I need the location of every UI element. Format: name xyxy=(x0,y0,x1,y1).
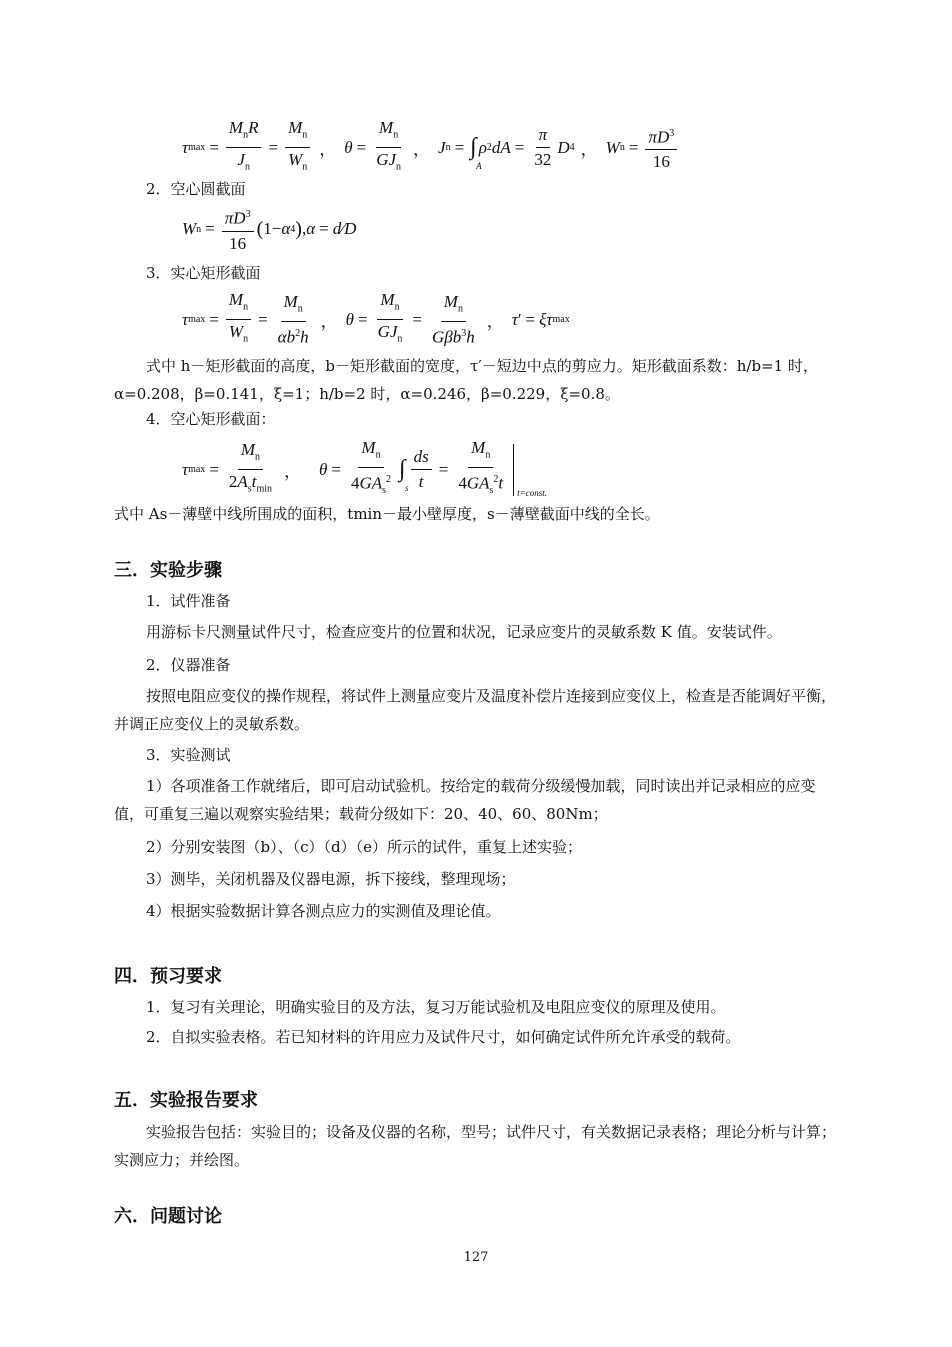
heading-report-requirements: 五．实验报告要求 xyxy=(114,1090,258,1111)
step-specimen-prep-title: 1．试件准备 xyxy=(146,592,231,610)
item-hollow-rect: 4．空心矩形截面： xyxy=(146,410,276,428)
step-testing-3: 3）测毕，关闭机器及仪器电源，拆下接线，整理现场； xyxy=(146,870,516,888)
heading-experiment-steps: 三．实验步骤 xyxy=(114,560,222,581)
formula-solid-circle: τ max = $\frac{M_nR}{J_n}$ = $\frac{M_n}{W_n}$ ， θ = $\frac{M_n}{GJ_n}$ ， J n = ∫ A ρ 2 dA = $\frac{\pi}{32}$ D 4 ， W n = $\frac{\pi D^3}{16}$ xyxy=(182,118,680,178)
note-hollow-rect: 式中 As－薄壁中线所围成的面积，tmin－最小壁厚度，s－薄壁截面中线的全长。 xyxy=(114,505,660,523)
step-specimen-prep-body: 用游标卡尺测量试件尺寸，检查应变片的位置和状况，记录应变片的灵敏系数 K 值。安装试件。 xyxy=(146,623,782,641)
report-requirements-body: 实验报告包括：实验目的；设备及仪器的名称，型号；试件尺寸，有关数据记录表格；理论分析与计算；实测应力；并绘图。 xyxy=(114,1123,837,1169)
step-testing-4: 4）根据实验数据计算各测点应力的实测值及理论值。 xyxy=(146,902,501,920)
item-hollow-circle: 2．空心圆截面 xyxy=(146,180,246,198)
step-testing-2: 2）分别安装图（b）、（c）（d）（e）所示的试件，重复上述实验； xyxy=(146,838,583,856)
formula-hollow-rect: τ max = $\frac{M_n}{2A_st_{min}}$ ， θ = $\frac{M_n}{4GA_s^2}$ ∫ s $\frac{ds}{t}$ = $\frac{M_n}{4GA_s^2t}$ t=const. xyxy=(182,438,547,498)
step-instrument-prep-title: 2．仪器准备 xyxy=(146,656,231,674)
step-testing-title: 3．实验测试 xyxy=(146,746,231,764)
page-number: 127 xyxy=(463,1250,489,1265)
item-solid-rect: 3．实心矩形截面 xyxy=(146,264,261,282)
heading-preview-requirements: 四．预习要求 xyxy=(114,966,222,987)
preview-requirement-1: 1．复习有关理论，明确实验目的及方法，复习万能试验机及电阻应变仪的原理及使用。 xyxy=(146,998,726,1016)
step-instrument-prep-body: 按照电阻应变仪的操作规程，将试件上测量应变片及温度补偿片连接到应变仪上，检查是否能调好平衡，并调正应变仪上的灵敏系数。 xyxy=(114,687,837,733)
preview-requirement-2: 2．自拟实验表格。若已知材料的许用应力及试件尺寸，如何确定试件所允许承受的载荷。 xyxy=(146,1028,741,1046)
step-testing-1: 1）各项准备工作就绪后，即可启动试验机。按给定的载荷分级缓慢加载，同时读出并记录相应的应变值，可重复三遍以观察实验结果；载荷分级如下：20、40、60、80Nm； xyxy=(114,777,816,823)
formula-solid-rect: τ max = $\frac{M_n}{W_n}$ = $\frac{M_n}{\alpha b^2h}$ ， θ = $\frac{M_n}{GJ_n}$ = $\frac{M_n}{G\beta b^3h}$ ， τ ′ = ξτ max xyxy=(182,290,570,347)
heading-discussion: 六．问题讨论 xyxy=(114,1206,222,1227)
note-rect-coefficients: 式中 h－矩形截面的高度，b－矩形截面的宽度，τ′－短边中点的剪应力。矩形截面系数：h/b=1 时，α=0.208，β=0.141，ξ=1；h/b=2 时，α=0.246，β=0.229，ξ=0.8。 xyxy=(114,357,818,403)
formula-hollow-circle: W n = $\frac{\pi D^3}{16}$ ( 1− α 4 ) , α = d ⁄ D xyxy=(182,205,356,254)
